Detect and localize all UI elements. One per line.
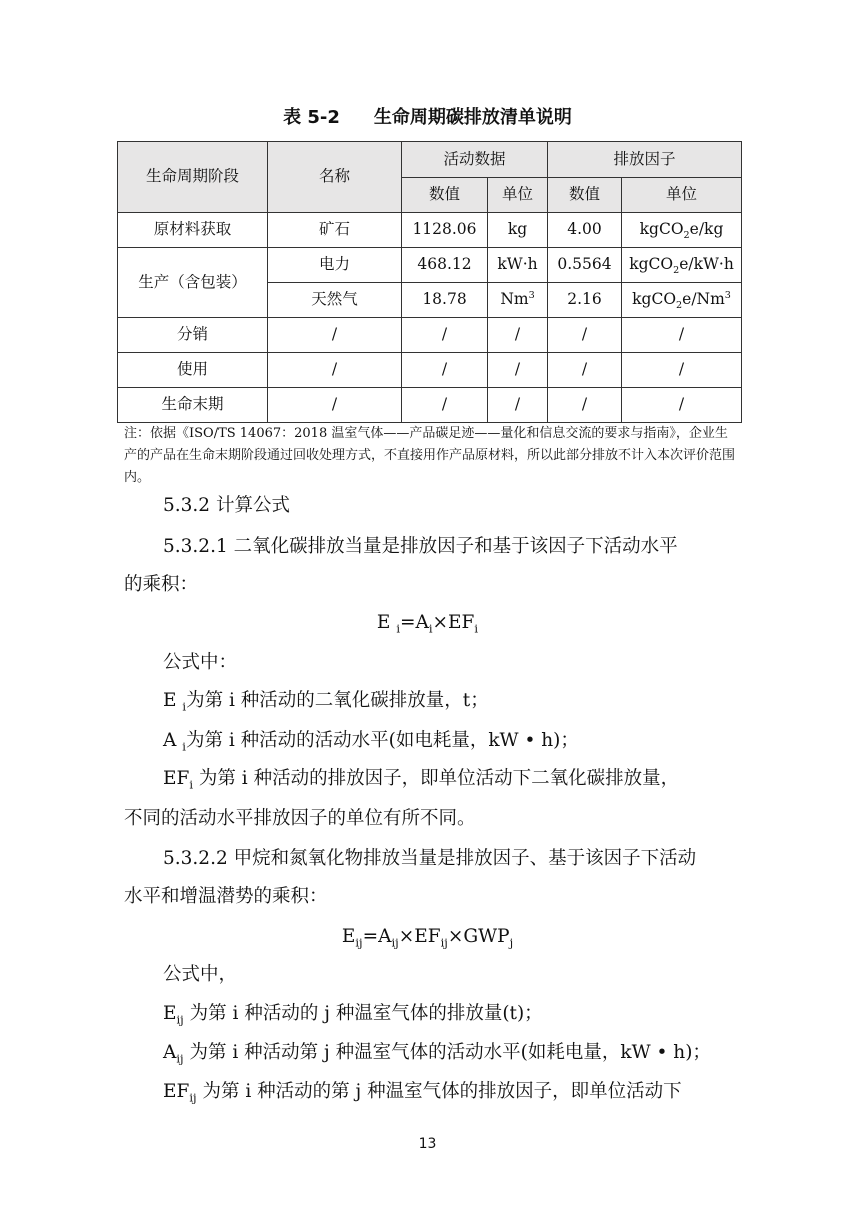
header-activity-unit: 单位 xyxy=(488,178,548,213)
header-stage: 生命周期阶段 xyxy=(118,142,268,213)
table-number: 表 5-2 xyxy=(283,107,340,128)
table-note: 注：依据《ISO/TS 14067：2018 温室气体——产品碳足迹——量化和信息交流的要求与指南》，企业生产的产品在生命末期阶段通过回收处理方式，不直接用作产品原材料，所以此部分排放不计入本次评价范围内。 xyxy=(124,426,736,485)
cell-factor-value: 0.5564 xyxy=(548,248,622,283)
cell-activity-value: 468.12 xyxy=(402,248,488,283)
cell-name: 电力 xyxy=(268,248,402,283)
cell-empty: / xyxy=(488,318,548,353)
emission-inventory-table xyxy=(117,141,742,423)
table-row xyxy=(118,248,742,283)
cell-empty: / xyxy=(488,388,548,423)
cell-empty: / xyxy=(402,353,488,388)
definition-line: A $_i$为第 i 种活动的活动水平(如电耗量，kW • h)； xyxy=(163,730,579,754)
table-header-row xyxy=(118,142,742,178)
cell-empty: / xyxy=(402,318,488,353)
cell-stage: 生命末期 xyxy=(118,388,268,423)
definition-line: $EF_{ij}$ 为第 i 种活动的第 j 种温室气体的排放因子，即单位活动下 xyxy=(163,1081,682,1105)
paragraph-line: 5.3.2.1 二氧化碳排放当量是排放因子和基于该因子下活动水平 xyxy=(163,536,678,557)
formula-ch4-n2o: $E_{ij}=A_{ij}\times EF_{ij}\times GWP_j$ xyxy=(341,926,514,950)
paragraph-line: 的乘积： xyxy=(124,574,199,595)
page-number: 13 xyxy=(418,1136,437,1152)
table-row xyxy=(118,353,742,388)
formula-where-label: 公式中， xyxy=(163,964,238,985)
definition-line: 不同的活动水平排放因子的单位有所不同。 xyxy=(124,808,476,829)
formula-where-label: 公式中： xyxy=(163,652,238,673)
cell-empty: / xyxy=(268,388,402,423)
cell-factor-value: 4.00 xyxy=(548,213,622,248)
cell-name: 矿石 xyxy=(268,213,402,248)
cell-activity-unit: Nm$^3$ xyxy=(488,283,548,318)
header-activity-value: 数值 xyxy=(402,178,488,213)
cell-stage: 原材料获取 xyxy=(118,213,268,248)
cell-empty: / xyxy=(548,318,622,353)
header-factor-value: 数值 xyxy=(548,178,622,213)
definition-line: E $_i$为第 i 种活动的二氧化碳排放量，t； xyxy=(163,690,489,714)
cell-empty: / xyxy=(622,388,742,423)
cell-empty: / xyxy=(268,353,402,388)
cell-factor-unit: kgCO$_2$e/kW·h xyxy=(622,248,742,283)
cell-empty: / xyxy=(548,353,622,388)
cell-factor-value: 2.16 xyxy=(548,283,622,318)
cell-stage: 使用 xyxy=(118,353,268,388)
paragraph-line: 水平和增温潜势的乘积： xyxy=(124,886,328,907)
table-row xyxy=(118,318,742,353)
cell-activity-value: 1128.06 xyxy=(402,213,488,248)
cell-empty: / xyxy=(622,318,742,353)
cell-stage: 生产（含包装） xyxy=(118,248,268,318)
cell-empty: / xyxy=(622,353,742,388)
paragraph-line: 5.3.2.2 甲烷和氮氧化物排放当量是排放因子、基于该因子下活动 xyxy=(163,848,697,869)
cell-activity-unit: kg xyxy=(488,213,548,248)
cell-empty: / xyxy=(488,353,548,388)
section-heading: 5.3.2 计算公式 xyxy=(163,495,290,516)
definition-line: $E_{ij}$ 为第 i 种活动的 j 种温室气体的排放量(t)； xyxy=(163,1003,543,1027)
formula-co2: E $_i=A_i\times EF_i$ xyxy=(376,612,479,636)
header-activity: 活动数据 xyxy=(402,142,548,178)
cell-empty: / xyxy=(548,388,622,423)
header-factor: 排放因子 xyxy=(548,142,742,178)
cell-activity-unit: kW·h xyxy=(488,248,548,283)
cell-name: 天然气 xyxy=(268,283,402,318)
header-factor-unit: 单位 xyxy=(622,178,742,213)
cell-factor-unit: kgCO$_2$e/kg xyxy=(622,213,742,248)
definition-line: $EF_i$ 为第 i 种活动的排放因子，即单位活动下二氧化碳排放量， xyxy=(163,768,680,792)
cell-factor-unit: $kgCO_2e/Nm^3$ xyxy=(622,283,742,318)
cell-stage: 分销 xyxy=(118,318,268,353)
definition-line: $A_{ij}$ 为第 i 种活动第 j 种温室气体的活动水平(如耗电量，kW • h)； xyxy=(163,1042,711,1066)
table-row xyxy=(118,388,742,423)
header-name: 名称 xyxy=(268,142,402,213)
cell-empty: / xyxy=(268,318,402,353)
table-row xyxy=(118,213,742,248)
table-caption xyxy=(0,103,855,129)
table-title: 生命周期碳排放清单说明 xyxy=(373,107,572,128)
cell-empty: / xyxy=(402,388,488,423)
cell-activity-value: 18.78 xyxy=(402,283,488,318)
